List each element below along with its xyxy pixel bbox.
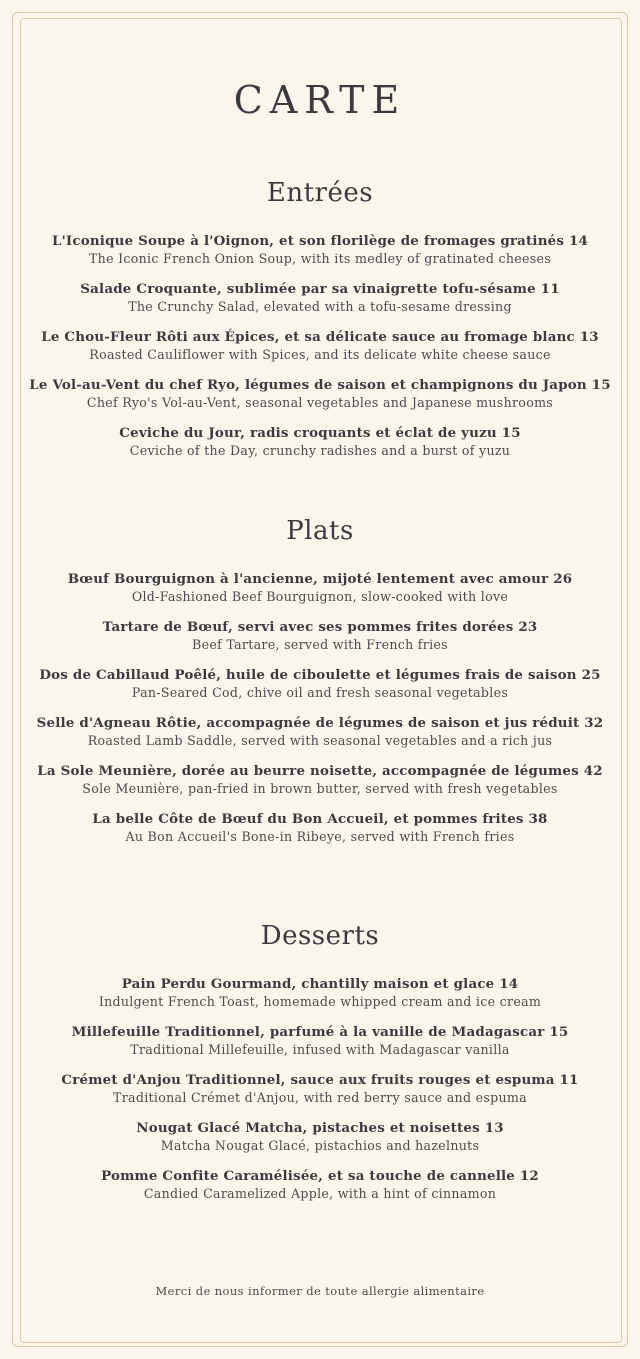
item-name-en: Traditional Crémet d'Anjou, with red berry sauce and espuma: [113, 1090, 527, 1105]
menu-item: [0, 810, 640, 846]
menu-item: [0, 1023, 640, 1059]
menu-item: [0, 975, 640, 1011]
item-name-en: Sole Meunière, pan-fried in brown butter, served with fresh vegetables: [82, 781, 558, 796]
menu-item: [0, 1071, 640, 1107]
item-name-fr: Pomme Confite Caramélisée, et sa touche de cannelle 12: [101, 1168, 539, 1184]
menu-item: [0, 328, 640, 364]
item-name-fr: Dos de Cabillaud Poêlé, huile de ciboulette et légumes frais de saison 25: [39, 667, 601, 683]
section-plats: [0, 514, 640, 858]
menu-item: [0, 376, 640, 412]
item-name-en: Au Bon Accueil's Bone-in Ribeye, served with French fries: [125, 829, 515, 844]
item-name-fr: Tartare de Bœuf, servi avec ses pommes frites dorées 23: [102, 619, 538, 635]
item-name-fr: Salade Croquante, sublimée par sa vinaigrette tofu-sésame 11: [80, 281, 560, 297]
menu-item: [0, 280, 640, 316]
item-name-fr: Le Vol-au-Vent du chef Ryo, légumes de saison et champignons du Japon 15: [29, 377, 611, 393]
item-name-en: Matcha Nougat Glacé, pistachios and hazelnuts: [160, 1138, 480, 1153]
item-name-fr: Millefeuille Traditionnel, parfumé à la vanille de Madagascar 15: [71, 1024, 569, 1040]
allergy-notice: Merci de nous informer de toute allergie alimentaire: [155, 1284, 485, 1298]
item-name-en: Indulgent French Toast, homemade whipped cream and ice cream: [98, 994, 542, 1009]
menu-item: [0, 618, 640, 654]
item-name-en: Pan-Seared Cod, chive oil and fresh seasonal vegetables: [131, 685, 509, 700]
item-name-en: The Iconic French Onion Soup, with its medley of gratinated cheeses: [88, 251, 552, 266]
menu-item: [0, 424, 640, 460]
item-name-fr: La belle Côte de Bœuf du Bon Accueil, et pommes frites 38: [92, 811, 548, 827]
item-name-fr: La Sole Meunière, dorée au beurre noisette, accompagnée de légumes 42: [37, 763, 603, 779]
item-name-fr: Bœuf Bourguignon à l'ancienne, mijoté lentement avec amour 26: [67, 571, 573, 587]
item-name-en: Roasted Lamb Saddle, served with seasonal vegetables and a rich jus: [87, 733, 553, 748]
item-name-en: Candied Caramelized Apple, with a hint of cinnamon: [143, 1186, 497, 1201]
item-name-fr: Ceviche du Jour, radis croquants et éclat de yuzu 15: [119, 425, 521, 441]
section-title-desserts: Desserts: [260, 921, 380, 951]
item-name-fr: Selle d'Agneau Rôtie, accompagnée de légumes de saison et jus réduit 32: [36, 715, 604, 731]
item-name-en: Traditional Millefeuille, infused with Madagascar vanilla: [130, 1042, 510, 1057]
section-entrees: [0, 176, 640, 472]
section-title-entrees: Entrées: [266, 178, 374, 208]
menu-item: [0, 570, 640, 606]
item-name-en: Chef Ryo's Vol-au-Vent, seasonal vegetables and Japanese mushrooms: [86, 395, 554, 410]
item-name-fr: Pain Perdu Gourmand, chantilly maison et glace 14: [121, 976, 519, 992]
item-name-fr: Le Chou-Fleur Rôti aux Épices, et sa délicate sauce au fromage blanc 13: [41, 329, 599, 345]
item-name-fr: Crémet d'Anjou Traditionnel, sauce aux fruits rouges et espuma 11: [61, 1072, 579, 1088]
menu-title: CARTE: [233, 78, 407, 122]
menu-item: [0, 714, 640, 750]
item-name-en: Old-Fashioned Beef Bourguignon, slow-cooked with love: [131, 589, 509, 604]
menu-item: [0, 232, 640, 268]
menu-item: [0, 1119, 640, 1155]
item-name-fr: Nougat Glacé Matcha, pistaches et noisettes 13: [136, 1120, 504, 1136]
item-name-en: Roasted Cauliflower with Spices, and its delicate white cheese sauce: [89, 347, 551, 362]
menu-item: [0, 762, 640, 798]
item-name-en: The Crunchy Salad, elevated with a tofu-sesame dressing: [128, 299, 512, 314]
section-desserts: [0, 919, 640, 1215]
item-name-en: Beef Tartare, served with French fries: [192, 637, 448, 652]
section-title-plats: Plats: [286, 516, 354, 546]
menu-item: [0, 1167, 640, 1203]
item-name-fr: L'Iconique Soupe à l'Oignon, et son florilège de fromages gratinés 14: [52, 233, 588, 249]
item-name-en: Ceviche of the Day, crunchy radishes and a burst of yuzu: [129, 443, 511, 458]
menu-item: [0, 666, 640, 702]
